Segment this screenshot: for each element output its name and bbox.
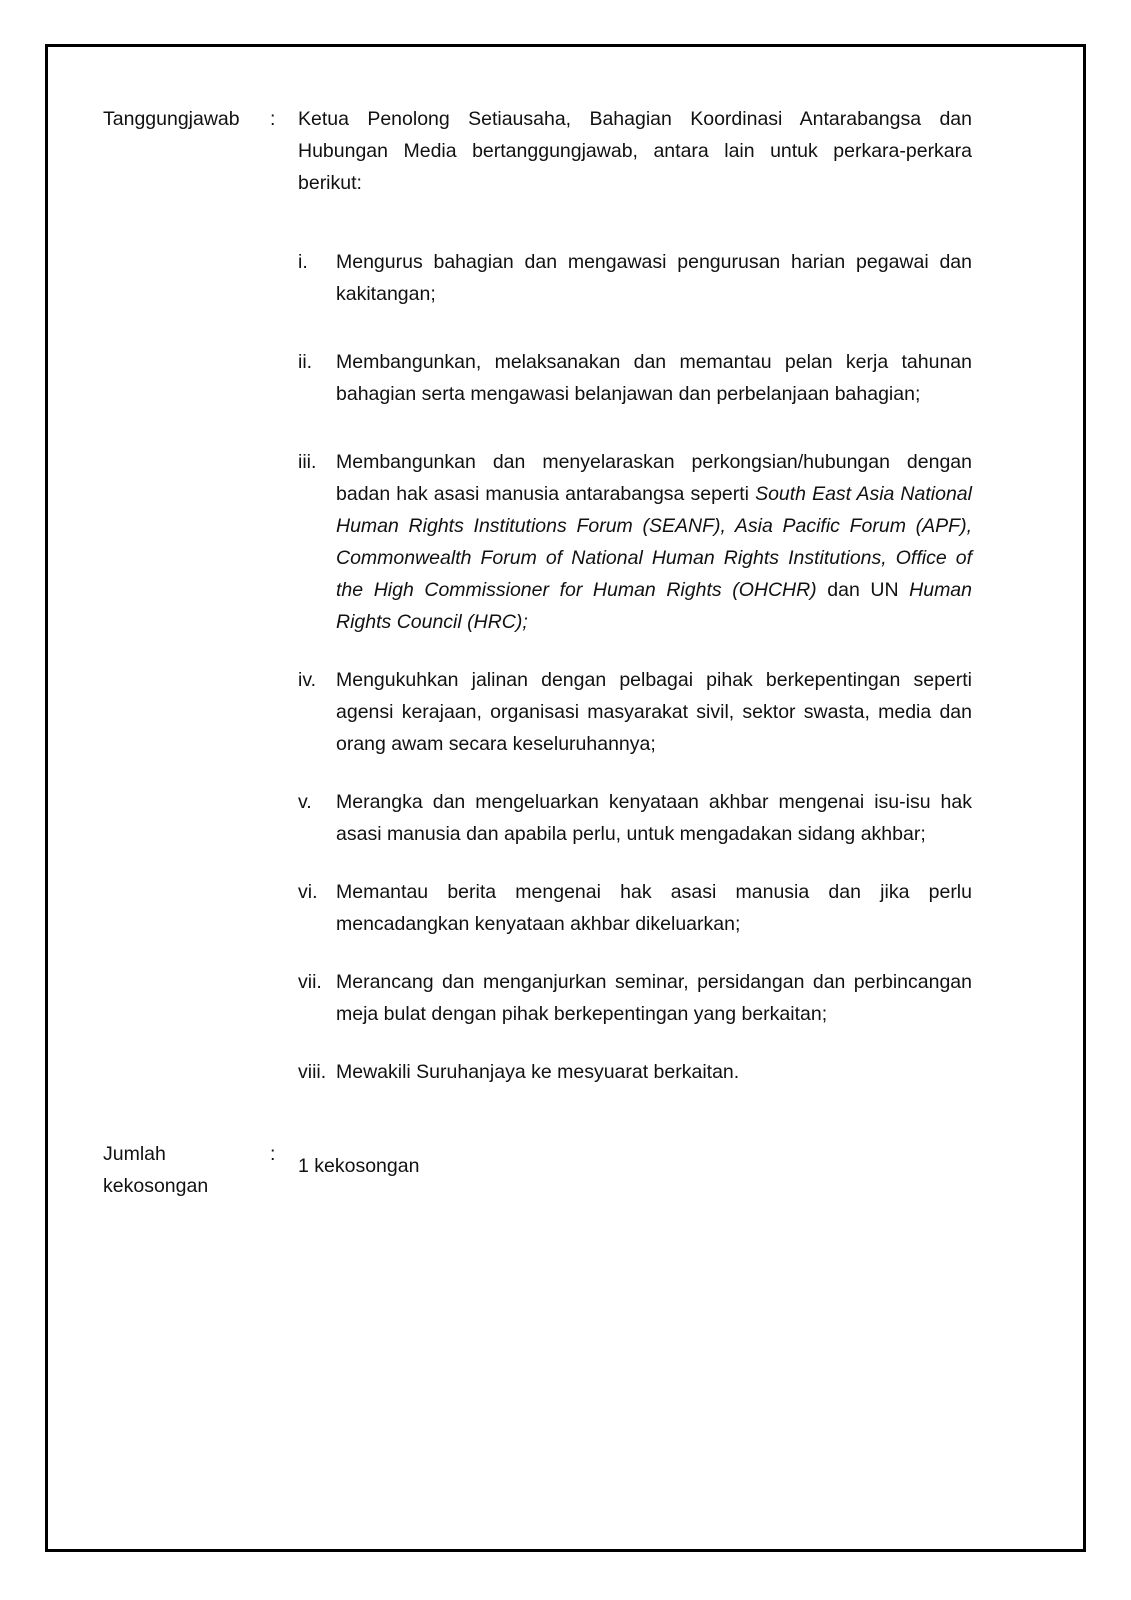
vacancy-label-line2: kekosongan (103, 1175, 209, 1197)
list-item-text-italic: South East Asia National Human Rights Institutions Forum (SEANF), Asia Pacific Forum (APF), Commonwealth Forum of National Human Rights Institutions, Office of the High Commissioner for Human Rights (OHCHR) (336, 483, 972, 601)
list-item-number: v. (298, 791, 312, 813)
responsibility-list (298, 246, 972, 1088)
list-item-text: Mengukuhkan jalinan dengan pelbagai pihak berkepentingan seperti agensi kerajaan, organisasi masyarakat sivil, sektor swasta, media dan orang awam secara keseluruhannya; (336, 669, 972, 755)
list-item-text: Merangka dan mengeluarkan kenyataan akhbar mengenai isu-isu hak asasi manusia dan apabila perlu, untuk mengadakan sidang akhbar; (336, 791, 972, 845)
vacancy-content (298, 1150, 972, 1182)
list-item-number: iv. (298, 669, 317, 691)
list-item-number: vii. (298, 971, 322, 993)
responsibility-intro: Ketua Penolong Setiausaha, Bahagian Koordinasi Antarabangsa dan Hubungan Media bertanggungjawab, antara lain untuk perkara-perkara berikut: (298, 108, 972, 194)
list-item-number: viii. (298, 1061, 327, 1083)
responsibility-content (298, 103, 972, 1114)
list-item (298, 246, 972, 310)
vacancy-colon: : (270, 1143, 276, 1165)
responsibility-label: Tanggungjawab (103, 108, 240, 130)
list-item (298, 966, 972, 1030)
list-item-text: Merancang dan menganjurkan seminar, persidangan dan perbincangan meja bulat dengan pihak berkepentingan yang berkaitan; (336, 971, 972, 1025)
list-item-text-part: dan UN (816, 579, 910, 601)
vacancy-value: 1 kekosongan (298, 1155, 420, 1177)
list-item-text: Memantau berita mengenai hak asasi manusia dan jika perlu mencadangkan kenyataan akhbar dikeluarkan; (336, 881, 972, 935)
vacancy-label (103, 1138, 263, 1202)
vacancy-label-line1: Jumlah (103, 1143, 166, 1165)
list-item-text: Mewakili Suruhanjaya ke mesyuarat berkaitan. (336, 1061, 740, 1083)
list-item-number: iii. (298, 451, 317, 473)
responsibility-colon: : (270, 108, 276, 130)
list-item-number: i. (298, 251, 308, 273)
list-item (298, 876, 972, 940)
list-item-text: Membangunkan, melaksanakan dan memantau pelan kerja tahunan bahagian serta mengawasi belanjawan dan perbelanjaan bahagian; (336, 351, 972, 405)
list-item (298, 1056, 972, 1088)
list-item-text (336, 446, 972, 638)
list-item (298, 786, 972, 850)
list-item-text: Mengurus bahagian dan mengawasi pengurusan harian pegawai dan kakitangan; (336, 251, 972, 305)
list-item-number: vi. (298, 881, 318, 903)
list-item (298, 664, 972, 760)
list-item-text-part: Membangunkan dan menyelaraskan perkongsian/hubungan dengan badan hak asasi manusia antarabangsa seperti (336, 451, 972, 505)
list-item-text-italic: Human Rights Council (HRC); (336, 579, 973, 633)
list-item-number: ii. (298, 351, 313, 373)
list-item (298, 446, 972, 638)
list-item (298, 346, 972, 410)
